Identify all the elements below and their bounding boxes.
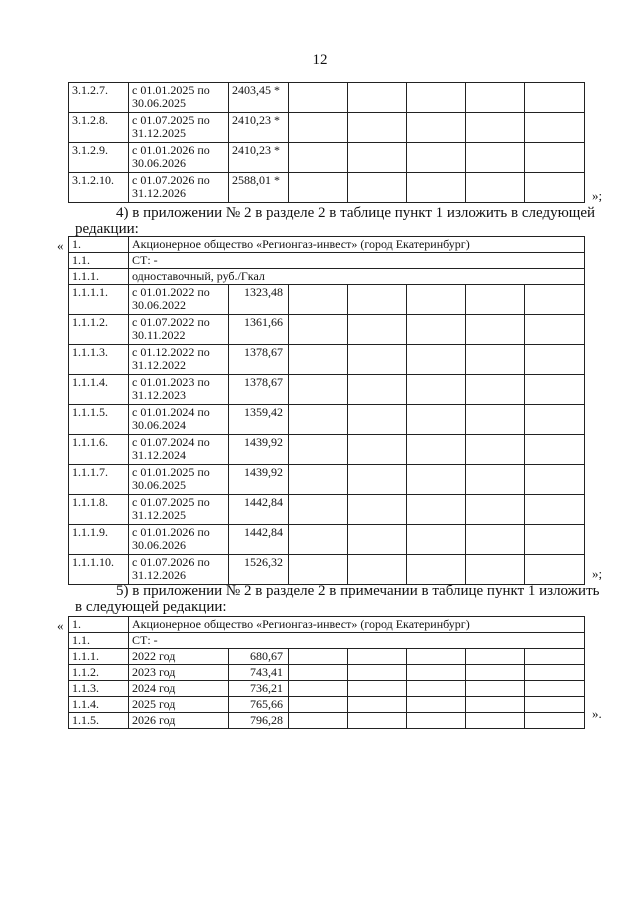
empty-cell [348,375,407,405]
empty-cell [289,285,348,315]
row-id: 1.1.1.1. [69,285,129,315]
empty-cell [466,143,525,173]
empty-cell [407,315,466,345]
empty-cell [407,713,466,729]
empty-cell [348,345,407,375]
period-end: 30.06.2025 [132,96,186,110]
empty-cell [407,143,466,173]
header-id: 1.1. [69,633,129,649]
table2-end-mark: »; [592,566,603,581]
empty-cell [407,285,466,315]
row-id: 1.1.4. [69,697,129,713]
row-id: 1.1.1.7. [69,465,129,495]
empty-cell [466,465,525,495]
empty-cell [466,345,525,375]
row-year: 2022 год [129,649,229,665]
table-row [69,465,585,495]
row-id: 3.1.2.9. [69,143,129,173]
empty-cell [348,713,407,729]
empty-cell [348,697,407,713]
row-value: 743,41 [229,665,289,681]
table-row [69,649,585,665]
row-value: 680,67 [229,649,289,665]
empty-cell [289,143,348,173]
row-value: 2410,23 * [229,143,289,173]
row-id: 1.1.1.10. [69,555,129,585]
period-start: с 01.07.2026 по [132,555,210,569]
empty-cell [348,173,407,203]
empty-cell [466,405,525,435]
empty-cell [289,713,348,729]
period-start: с 01.01.2024 по [132,405,210,419]
table-row [69,525,585,555]
table-header-row [69,237,585,253]
row-value: 736,21 [229,681,289,697]
empty-cell [348,555,407,585]
table-row [69,345,585,375]
empty-cell [466,525,525,555]
table-row [69,113,585,143]
table-row [69,697,585,713]
empty-cell [289,555,348,585]
empty-cell [525,495,585,525]
empty-cell [289,375,348,405]
row-value: 1442,84 [229,495,289,525]
period-end: 30.06.2025 [132,478,186,492]
empty-cell [289,173,348,203]
empty-cell [407,435,466,465]
empty-cell [289,665,348,681]
empty-cell [407,555,466,585]
header-text: СТ: - [129,633,585,649]
empty-cell [348,525,407,555]
table-header-row [69,253,585,269]
period-end: 30.06.2026 [132,538,186,552]
empty-cell [348,285,407,315]
table1-end-mark: »; [592,188,603,203]
empty-cell [407,525,466,555]
empty-cell [525,649,585,665]
empty-cell [289,681,348,697]
table-row [69,315,585,345]
empty-cell [348,315,407,345]
empty-cell [407,495,466,525]
row-value: 1359,42 [229,405,289,435]
empty-cell [289,345,348,375]
row-value: 1439,92 [229,465,289,495]
table-row [69,405,585,435]
period-end: 31.12.2026 [132,568,186,582]
row-id: 1.1.3. [69,681,129,697]
row-value: 2410,23 * [229,113,289,143]
row-period [129,315,229,345]
period-start: с 01.07.2025 по [132,495,210,509]
row-period [129,495,229,525]
row-id: 3.1.2.7. [69,83,129,113]
table-header-row [69,269,585,285]
table-row [69,713,585,729]
empty-cell [289,405,348,435]
empty-cell [407,113,466,143]
empty-cell [525,143,585,173]
row-value: 1442,84 [229,525,289,555]
header-text: Акционерное общество «Регионгаз-инвест» (город Екатеринбург) [129,237,585,253]
header-id: 1.1. [69,253,129,269]
empty-cell [466,713,525,729]
row-value: 796,28 [229,713,289,729]
empty-cell [466,113,525,143]
period-start: с 01.12.2022 по [132,345,210,359]
empty-cell [289,435,348,465]
tariff-table-regiongaz [68,236,585,585]
empty-cell [466,315,525,345]
row-value: 2403,45 * [229,83,289,113]
period-end: 31.12.2024 [132,448,186,462]
empty-cell [525,285,585,315]
table-row [69,173,585,203]
table-row [69,681,585,697]
empty-cell [466,681,525,697]
row-year: 2026 год [129,713,229,729]
empty-cell [348,649,407,665]
period-start: с 01.07.2024 по [132,435,210,449]
empty-cell [348,83,407,113]
period-start: с 01.01.2025 по [132,83,210,97]
empty-cell [407,665,466,681]
period-start: с 01.07.2025 по [132,113,210,127]
row-value: 1378,67 [229,345,289,375]
paragraph-4-line1: 4) в приложении № 2 в разделе 2 в таблице пункт 1 изложить в следующей [116,205,596,221]
header-id: 1. [69,617,129,633]
empty-cell [407,465,466,495]
period-start: с 01.01.2026 по [132,143,210,157]
table-row [69,495,585,525]
row-value: 1378,67 [229,375,289,405]
table3-end-mark: ». [592,706,602,721]
empty-cell [407,173,466,203]
paragraph-4-line2: редакции: [75,221,139,237]
empty-cell [525,665,585,681]
row-id: 1.1.5. [69,713,129,729]
empty-cell [525,525,585,555]
empty-cell [466,649,525,665]
empty-cell [525,345,585,375]
note-table-regiongaz [68,616,585,729]
row-year: 2025 год [129,697,229,713]
table-header-row [69,633,585,649]
empty-cell [348,665,407,681]
page-number: 12 [312,52,328,68]
empty-cell [525,435,585,465]
row-period [129,465,229,495]
period-end: 30.06.2022 [132,298,186,312]
empty-cell [348,681,407,697]
empty-cell [525,681,585,697]
empty-cell [525,713,585,729]
paragraph-5-line2: в следующей редакции: [75,599,227,615]
empty-cell [348,143,407,173]
empty-cell [525,83,585,113]
header-text: Акционерное общество «Регионгаз-инвест» (город Екатеринбург) [129,617,585,633]
row-value: 2588,01 * [229,173,289,203]
empty-cell [407,649,466,665]
row-year: 2024 год [129,681,229,697]
header-text: СТ: - [129,253,585,269]
empty-cell [525,315,585,345]
empty-cell [289,495,348,525]
row-value: 1526,32 [229,555,289,585]
header-id: 1.1.1. [69,269,129,285]
empty-cell [348,495,407,525]
empty-cell [466,285,525,315]
table-row [69,665,585,681]
row-id: 1.1.2. [69,665,129,681]
empty-cell [525,405,585,435]
empty-cell [525,173,585,203]
period-start: с 01.01.2026 по [132,525,210,539]
row-period [129,113,229,143]
empty-cell [407,405,466,435]
row-period [129,525,229,555]
header-text: одноставочный, руб./Гкал [129,269,585,285]
row-period [129,83,229,113]
empty-cell [348,465,407,495]
period-end: 31.12.2025 [132,508,186,522]
row-id: 1.1.1.9. [69,525,129,555]
empty-cell [466,665,525,681]
empty-cell [289,525,348,555]
row-id: 1.1.1.2. [69,315,129,345]
empty-cell [289,315,348,345]
table-header-row [69,617,585,633]
row-year: 2023 год [129,665,229,681]
empty-cell [289,697,348,713]
table-row [69,285,585,315]
row-id: 1.1.1.8. [69,495,129,525]
row-period [129,285,229,315]
row-id: 1.1.1.4. [69,375,129,405]
empty-cell [407,697,466,713]
period-end: 30.11.2022 [132,328,186,342]
row-value: 1323,48 [229,285,289,315]
empty-cell [525,697,585,713]
table-row [69,555,585,585]
period-end: 31.12.2025 [132,126,186,140]
empty-cell [407,681,466,697]
row-period [129,435,229,465]
empty-cell [525,465,585,495]
row-id: 1.1.1.5. [69,405,129,435]
empty-cell [289,649,348,665]
empty-cell [348,405,407,435]
empty-cell [525,555,585,585]
table2-open-mark: « [57,238,64,253]
empty-cell [407,345,466,375]
paragraph-5-line1: 5) в приложении № 2 в разделе 2 в примечании в таблице пункт 1 изложить [116,583,600,599]
row-period [129,405,229,435]
tariff-table-continued [68,82,585,203]
empty-cell [466,375,525,405]
empty-cell [466,697,525,713]
table-row [69,83,585,113]
row-id: 3.1.2.10. [69,173,129,203]
row-value: 1439,92 [229,435,289,465]
empty-cell [525,375,585,405]
period-start: с 01.01.2023 по [132,375,210,389]
row-id: 1.1.1.6. [69,435,129,465]
period-start: с 01.01.2025 по [132,465,210,479]
empty-cell [289,83,348,113]
empty-cell [525,113,585,143]
row-id: 1.1.1. [69,649,129,665]
row-period [129,555,229,585]
table-row [69,143,585,173]
empty-cell [348,435,407,465]
period-end: 31.12.2022 [132,358,186,372]
row-period [129,375,229,405]
period-start: с 01.07.2026 по [132,173,210,187]
period-start: с 01.01.2022 по [132,285,210,299]
table-row [69,375,585,405]
period-end: 30.06.2026 [132,156,186,170]
empty-cell [289,465,348,495]
header-id: 1. [69,237,129,253]
row-id: 1.1.1.3. [69,345,129,375]
row-value: 765,66 [229,697,289,713]
empty-cell [466,435,525,465]
empty-cell [466,495,525,525]
empty-cell [407,375,466,405]
empty-cell [466,173,525,203]
period-end: 31.12.2026 [132,186,186,200]
empty-cell [407,83,466,113]
period-start: с 01.07.2022 по [132,315,210,329]
empty-cell [348,113,407,143]
row-value: 1361,66 [229,315,289,345]
row-period [129,143,229,173]
empty-cell [466,555,525,585]
table3-open-mark: « [57,618,64,633]
row-period [129,345,229,375]
table-row [69,435,585,465]
period-end: 30.06.2024 [132,418,186,432]
row-id: 3.1.2.8. [69,113,129,143]
row-period [129,173,229,203]
period-end: 31.12.2023 [132,388,186,402]
empty-cell [289,113,348,143]
empty-cell [466,83,525,113]
